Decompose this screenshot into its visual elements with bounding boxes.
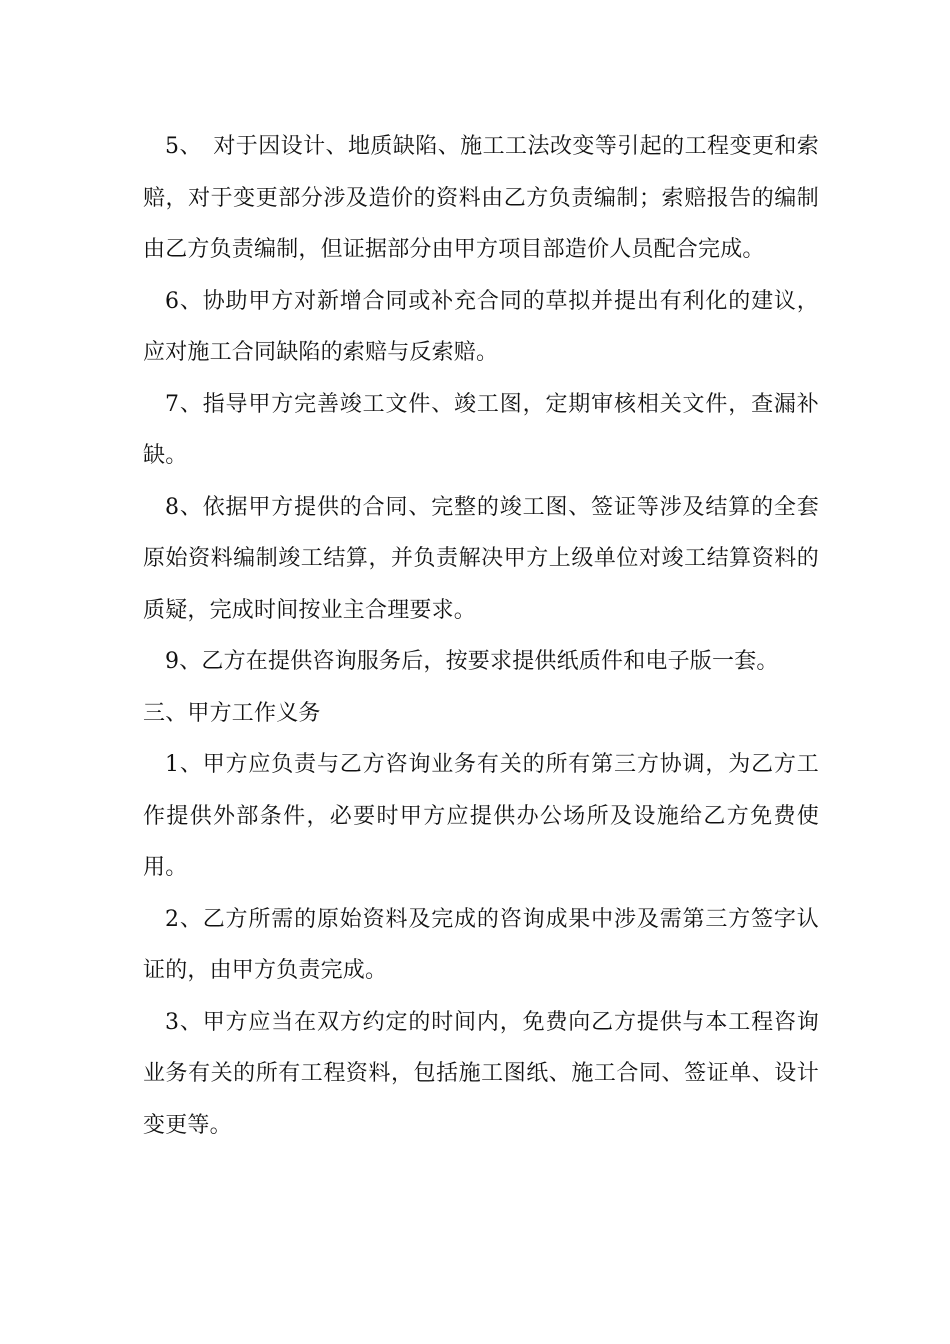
paragraph-item-6: 6、协助甲方对新增合同或补充合同的草拟并提出有利化的建议，应对施工合同缺陷的索赔与反索赔。 [143,288,819,365]
section-heading-3: 三、甲方工作义务 [143,700,321,726]
paragraph-item-8: 8、依据甲方提供的合同、完整的竣工图、签证等涉及结算的全套原始资料编制竣工结算，并负责解决甲方上级单位对竣工结算资料的质疑，完成时间按业主合理要求。 [143,494,819,623]
paragraph-item-7: 7、指导甲方完善竣工文件、竣工图，定期审核相关文件，查漏补缺。 [143,391,819,468]
paragraph-item-5: 5、 对于因设计、地质缺陷、施工工法改变等引起的工程变更和索 赔，对于变更部分涉及造价的资料由乙方负责编制；索赔报告的编制 由乙方负责编制，但证据部分由甲方项目部造价人员配合完成。 [143,134,842,262]
paragraph-duty-1: 1、甲方应负责与乙方咨询业务有关的所有第三方协调，为乙方工作提供外部条件，必要时甲方应提供办公场所及设施给乙方免费使用。 [143,752,819,880]
document-body [143,121,842,1151]
paragraph-item-9: 9、乙方在提供咨询服务后，按要求提供纸质件和电子版一套。 [165,649,779,674]
paragraph-duty-2: 2、乙方所需的原始资料及完成的咨询成果中涉及需第三方签字认证的，由甲方负责完成。 [143,906,819,983]
paragraph-duty-3: 3、甲方应当在双方约定的时间内，免费向乙方提供与本工程咨询业务有关的所有工程资料，包括施工图纸、施工合同、签证单、设计变更等。 [143,1009,819,1138]
